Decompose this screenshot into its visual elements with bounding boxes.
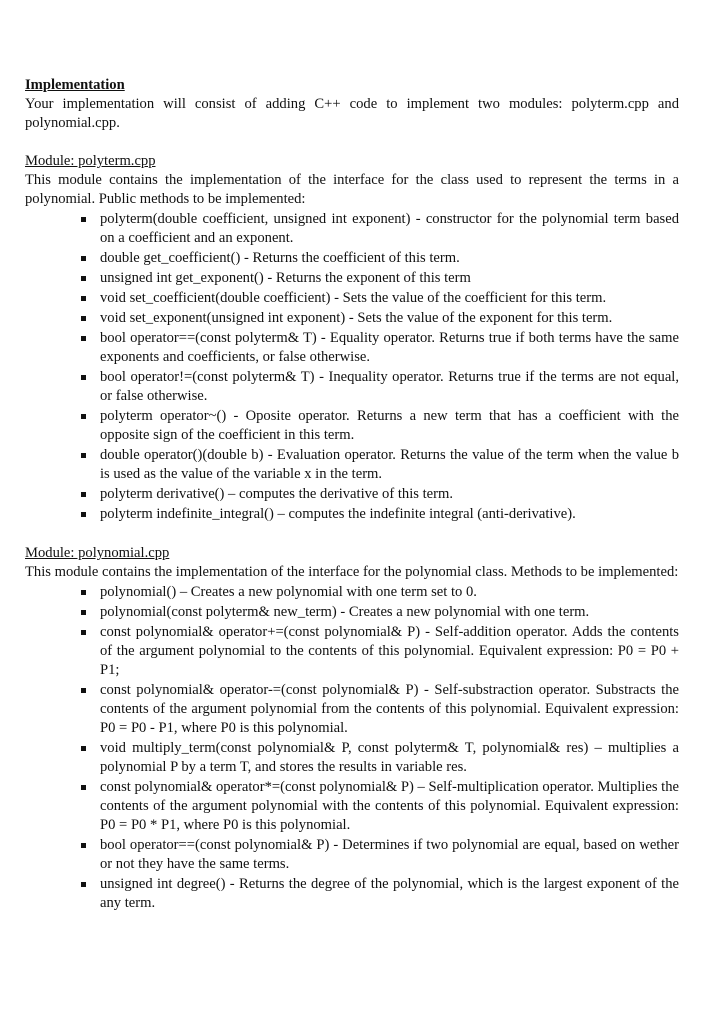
list-item xyxy=(100,778,679,835)
list-item xyxy=(100,269,679,288)
list-item-text: const polynomial& operator+=(const polynomial& P) - Self-addition operator. Adds the contents of the argument polynomial to the contents of this polynomial. Equivalent expression: P0 = P0 + P1; xyxy=(100,624,679,678)
list-item xyxy=(100,329,679,367)
bullet-icon xyxy=(81,746,86,751)
list-item-text: double operator()(double b) - Evaluation operator. Returns the value of the term when the value b is used as the value of the variable x in the term. xyxy=(100,447,679,482)
bullet-icon xyxy=(81,590,86,595)
list-item-text: void multiply_term(const polynomial& P, const polyterm& T, polynomial& res) – multiplies a polynomial P by a term T, and stores the results in variable res. xyxy=(100,740,679,775)
bullet-icon xyxy=(81,610,86,615)
bullet-icon xyxy=(81,882,86,887)
bullet-icon xyxy=(81,630,86,635)
list-item xyxy=(100,485,679,504)
list-item-text: bool operator!=(const polyterm& T) - Inequality operator. Returns true if the terms are not equal, or false otherwise. xyxy=(100,369,679,404)
list-item xyxy=(100,836,679,874)
bullet-icon xyxy=(81,375,86,380)
bullet-icon xyxy=(81,785,86,790)
bullet-icon xyxy=(81,414,86,419)
list-item xyxy=(100,623,679,680)
bullet-icon xyxy=(81,296,86,301)
bullet-icon xyxy=(81,843,86,848)
list-item xyxy=(100,368,679,406)
list-item xyxy=(100,875,679,913)
polynomial-module-description: This module contains the implementation of the interface for the polynomial class. Methods to be implemented: xyxy=(25,564,679,580)
list-item xyxy=(100,249,679,268)
list-item-text: unsigned int get_exponent() - Returns the exponent of this term xyxy=(100,270,471,286)
list-item xyxy=(100,583,679,602)
list-item-text: unsigned int degree() - Returns the degree of the polynomial, which is the largest exponent of the any term. xyxy=(100,876,679,911)
polyterm-module-heading: Module: polyterm.cpp xyxy=(25,153,156,169)
polyterm-method-list xyxy=(25,210,679,524)
list-item xyxy=(100,603,679,622)
implementation-section xyxy=(25,76,679,133)
list-item-text: polyterm operator~() - Oposite operator. Returns a new term that has a coefficient with the opposite sign of the coefficient in this term. xyxy=(100,408,679,443)
bullet-icon xyxy=(81,336,86,341)
bullet-icon xyxy=(81,217,86,222)
list-item-text: const polynomial& operator*=(const polynomial& P) – Self-multiplication operator. Multiplies the contents of the argument polynomial with the contents of this polynomial. Equivalent expression: P0 = P0 * P1, where P0 is this polynomial. xyxy=(100,779,679,833)
list-item-text: polyterm indefinite_integral() – computes the indefinite integral (anti-derivative). xyxy=(100,506,576,522)
list-item xyxy=(100,210,679,248)
polynomial-module-heading: Module: polynomial.cpp xyxy=(25,545,170,561)
polynomial-method-list xyxy=(25,583,679,913)
list-item-text: void set_coefficient(double coefficient) - Sets the value of the coefficient for this term. xyxy=(100,290,607,306)
bullet-icon xyxy=(81,256,86,261)
list-item-text: void set_exponent(unsigned int exponent) - Sets the value of the exponent for this term. xyxy=(100,310,613,326)
list-item xyxy=(100,407,679,445)
list-item xyxy=(100,681,679,738)
polynomial-module-section xyxy=(25,544,679,913)
list-item-text: polynomial(const polyterm& new_term) - Creates a new polynomial with one term. xyxy=(100,604,590,620)
list-item-text: polynomial() – Creates a new polynomial with one term set to 0. xyxy=(100,584,477,600)
polyterm-module-section xyxy=(25,152,679,524)
list-item-text: double get_coefficient() - Returns the coefficient of this term. xyxy=(100,250,460,266)
document-page xyxy=(25,76,679,913)
list-item xyxy=(100,289,679,308)
list-item-text: bool operator==(const polynomial& P) - Determines if two polynomial are equal, based on wether or not they have the same terms. xyxy=(100,837,679,872)
list-item xyxy=(100,739,679,777)
bullet-icon xyxy=(81,512,86,517)
bullet-icon xyxy=(81,492,86,497)
polyterm-module-description: This module contains the implementation of the interface for the class used to represent the terms in a polynomial. Public methods to be implemented: xyxy=(25,172,679,207)
implementation-intro: Your implementation will consist of adding C++ code to implement two modules: polyterm.cpp and polynomial.cpp. xyxy=(25,96,679,131)
list-item-text: bool operator==(const polyterm& T) - Equality operator. Returns true if both terms have the same exponents and coefficients, or false otherwise. xyxy=(100,330,679,365)
list-item xyxy=(100,446,679,484)
list-item xyxy=(100,309,679,328)
list-item xyxy=(100,505,679,524)
bullet-icon xyxy=(81,276,86,281)
implementation-title: Implementation xyxy=(25,77,125,93)
list-item-text: polyterm(double coefficient, unsigned int exponent) - constructor for the polynomial term based on a coefficient and an exponent. xyxy=(100,211,679,246)
list-item-text: polyterm derivative() – computes the derivative of this term. xyxy=(100,486,453,502)
list-item-text: const polynomial& operator-=(const polynomial& P) - Self-substraction operator. Substracts the contents of the argument polynomial from the contents of this polynomial. Equivalent expression: P0 = P0 - P1, where P0 is this polynomial. xyxy=(100,682,679,736)
bullet-icon xyxy=(81,316,86,321)
bullet-icon xyxy=(81,453,86,458)
bullet-icon xyxy=(81,688,86,693)
